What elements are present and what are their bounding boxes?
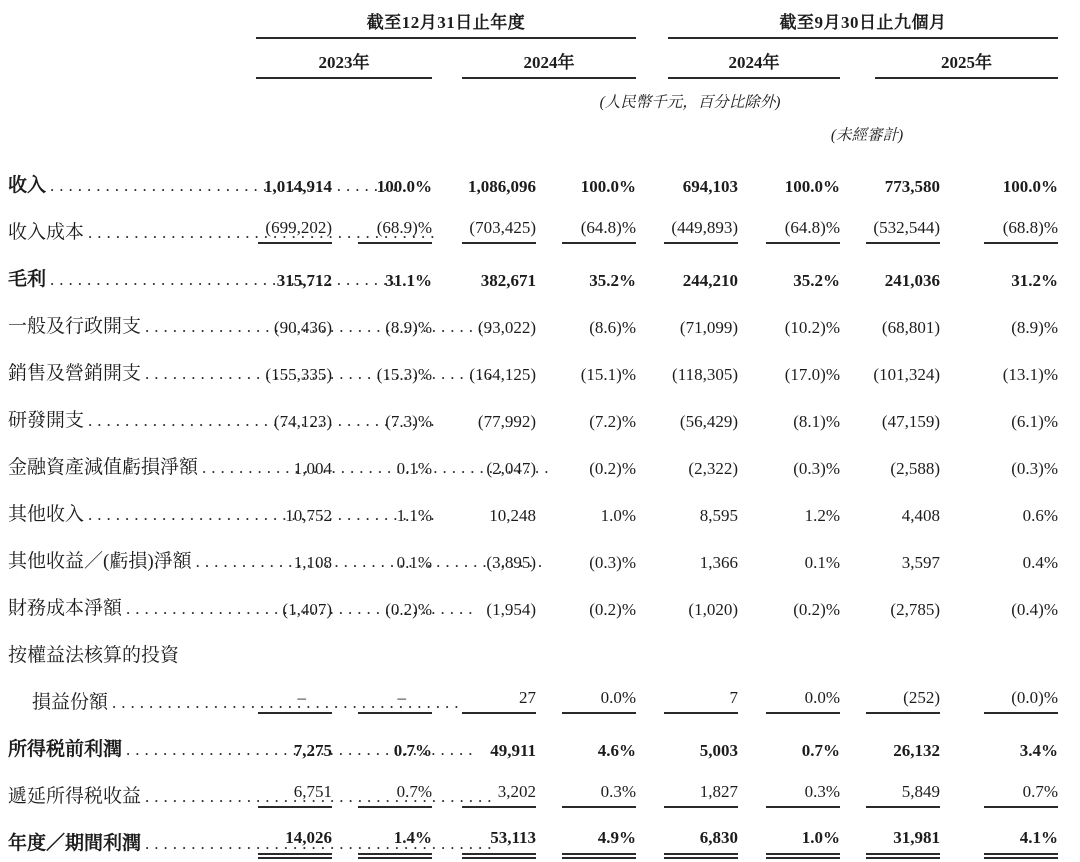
cell-value: 3,202 [462, 782, 536, 808]
cell [636, 580, 738, 627]
period-group-row [8, 8, 1058, 39]
period-group-9m [636, 8, 1058, 39]
cell [536, 815, 636, 862]
row-label-text: 所得税前利潤 [8, 739, 123, 760]
cell [840, 251, 940, 298]
cell-value: (0.2)% [589, 600, 636, 619]
cell-value: (47,159) [881, 412, 940, 431]
cell [536, 533, 636, 580]
row-label [8, 251, 226, 298]
cell [840, 815, 940, 862]
cell-value: (2,047) [486, 459, 536, 478]
cell [940, 145, 1058, 204]
row-label [8, 439, 226, 486]
cell [636, 204, 738, 251]
cell-value: 0.1% [396, 459, 432, 478]
table-row [8, 627, 1058, 674]
cell [738, 721, 840, 768]
cell-value: – [258, 688, 332, 714]
row-label-text: 銷售及營銷開支 [8, 363, 142, 384]
year-col-2025-9m [840, 39, 1058, 79]
cell-value: (118,305) [672, 365, 738, 384]
cell-value: 0.3% [562, 782, 636, 808]
cell [536, 580, 636, 627]
cell-value: 35.2% [793, 271, 840, 290]
row-label-text: 毛利 [8, 269, 47, 290]
cell-value: (0.3)% [793, 459, 840, 478]
cell [840, 204, 940, 251]
cell [738, 768, 840, 815]
cell-value: (90,436) [273, 318, 332, 337]
table-row [8, 815, 1058, 862]
currency-note [226, 79, 1058, 112]
cell [636, 533, 738, 580]
row-label-text: 收入 [8, 175, 47, 196]
cell-value: (6.1)% [1011, 412, 1058, 431]
cell-value: 7 [664, 688, 738, 714]
cell [738, 439, 840, 486]
cell-value: 4.1% [984, 828, 1058, 855]
row-label-text: 研發開支 [8, 410, 85, 431]
row-label-text: 其他收入 [8, 504, 85, 525]
cell [432, 251, 536, 298]
cell [636, 486, 738, 533]
cell-value: (703,425) [462, 218, 536, 244]
cell-value: 1.1% [396, 506, 432, 525]
cell-value: (64.8)% [766, 218, 840, 244]
table-row [8, 674, 1058, 721]
cell [536, 768, 636, 815]
cell-value: (15.1)% [580, 365, 636, 384]
cell [636, 145, 738, 204]
cell-value: (17.0)% [784, 365, 840, 384]
cell [840, 533, 940, 580]
cell [940, 392, 1058, 439]
dot-leader [50, 269, 402, 291]
year-header-row [8, 39, 1058, 79]
cell [536, 251, 636, 298]
cell-value: 1.0% [766, 828, 840, 855]
cell-value: 1,108 [293, 553, 332, 572]
cell-value: 26,132 [893, 741, 940, 760]
cell-value: (77,992) [477, 412, 536, 431]
cell [432, 145, 536, 204]
cell [940, 486, 1058, 533]
cell-value: 100.0% [1002, 177, 1058, 196]
table-row [8, 439, 1058, 486]
cell [840, 439, 940, 486]
cell-value: (3,895) [486, 553, 536, 572]
cell [940, 768, 1058, 815]
cell [738, 815, 840, 862]
cell [840, 768, 940, 815]
cell-value: 1.0% [600, 506, 636, 525]
table-row [8, 721, 1058, 768]
cell [738, 298, 840, 345]
cell-value: 0.0% [766, 688, 840, 714]
year-col-2023 [226, 39, 432, 79]
cell [940, 345, 1058, 392]
cell [432, 486, 536, 533]
cell-value: (8.9)% [1011, 318, 1058, 337]
cell-value: 31.1% [385, 271, 432, 290]
row-label-text: 年度／期間利潤 [8, 833, 142, 854]
row-label [8, 486, 226, 533]
cell [536, 298, 636, 345]
year-label-2024fy: 2024年 [462, 48, 636, 79]
cell [738, 251, 840, 298]
cell [636, 768, 738, 815]
cell [536, 345, 636, 392]
cell-value: (7.3)% [385, 412, 432, 431]
cell-value: 100.0% [580, 177, 636, 196]
cell [636, 298, 738, 345]
cell-value: (164,125) [469, 365, 536, 384]
cell [940, 204, 1058, 251]
cell-value: 241,036 [884, 271, 940, 290]
cell-value: 4.9% [562, 828, 636, 855]
row-label-text: 財務成本淨額 [8, 598, 123, 619]
cell [738, 674, 840, 721]
cell-value: (68.9)% [358, 218, 432, 244]
period-group-9m-title: 截至9月30日止九個月 [668, 8, 1058, 39]
label-column-spacer [8, 39, 226, 79]
cell-value: (8.9)% [385, 318, 432, 337]
cell-value: (15.3)% [376, 365, 432, 384]
cell [940, 251, 1058, 298]
cell-value: 10,248 [489, 506, 536, 525]
cell-value: 53,113 [462, 828, 536, 855]
table-body [8, 145, 1058, 862]
cell-value: 3.4% [1019, 741, 1058, 760]
table-row [8, 145, 1058, 204]
cell-value: (56,429) [679, 412, 738, 431]
cell-value: (101,324) [873, 365, 940, 384]
cell-value: 773,580 [884, 177, 940, 196]
cell-value: (0.0)% [984, 688, 1058, 714]
row-label [8, 815, 226, 862]
table-row [8, 298, 1058, 345]
period-group-fy [226, 8, 636, 39]
cell-value: 694,103 [682, 177, 738, 196]
cell-value: (0.4)% [1011, 600, 1058, 619]
table-row [8, 392, 1058, 439]
row-label [8, 392, 226, 439]
cell-value: (2,785) [890, 600, 940, 619]
cell-value: 0.1% [804, 553, 840, 572]
row-label [8, 674, 226, 721]
cell-value: 7,275 [293, 741, 332, 760]
cell [738, 533, 840, 580]
cell [536, 721, 636, 768]
cell-value: 382,671 [480, 271, 536, 290]
cell [536, 674, 636, 721]
row-label [8, 768, 226, 815]
cell-value: (7.2)% [589, 412, 636, 431]
cell-value: 0.7% [984, 782, 1058, 808]
row-label-text: 損益份額 [32, 692, 109, 713]
income-statement-table [8, 8, 1058, 862]
cell [636, 392, 738, 439]
row-label [8, 298, 226, 345]
row-label [8, 145, 226, 204]
row-label [8, 627, 226, 674]
cell-value: 244,210 [682, 271, 738, 290]
cell-value: (0.3)% [1011, 459, 1058, 478]
table-row [8, 204, 1058, 251]
cell [738, 486, 840, 533]
cell-value: (0.2)% [793, 600, 840, 619]
label-column-spacer [8, 8, 226, 39]
cell [536, 486, 636, 533]
cell-value: 1,004 [293, 459, 332, 478]
cell-value: (71,099) [679, 318, 738, 337]
unaudited-note-text: (未經審計) [830, 127, 904, 144]
cell-value: 0.7% [393, 741, 432, 760]
currency-note-text: (人民幣千元，百分比除外) [599, 94, 781, 111]
cell [840, 392, 940, 439]
cell-value: – [358, 688, 432, 714]
cell [432, 392, 536, 439]
cell [636, 674, 738, 721]
table-row [8, 345, 1058, 392]
cell-value: (68,801) [881, 318, 940, 337]
cell [432, 204, 536, 251]
cell-value: (68.8)% [984, 218, 1058, 244]
cell [840, 486, 940, 533]
cell-value: (1,954) [486, 600, 536, 619]
cell-value: 0.7% [358, 782, 432, 808]
cell-value: (0.2)% [589, 459, 636, 478]
unaudited-note [636, 112, 1058, 145]
cell [738, 345, 840, 392]
cell-value: (10.2)% [784, 318, 840, 337]
cell [536, 392, 636, 439]
cell [940, 674, 1058, 721]
cell-value: 49,911 [490, 741, 536, 760]
cell-value: (1,020) [688, 600, 738, 619]
cell [940, 580, 1058, 627]
cell [636, 345, 738, 392]
cell-value: 31.2% [1011, 271, 1058, 290]
cell-value: (1,407) [282, 600, 332, 619]
cell-value: (13.1)% [1002, 365, 1058, 384]
cell [940, 439, 1058, 486]
cell-value: 8,595 [699, 506, 738, 525]
dot-leader [50, 175, 402, 197]
period-group-fy-title: 截至12月31日止年度 [256, 8, 636, 39]
table-row [8, 580, 1058, 627]
cell-value: 4,408 [901, 506, 940, 525]
cell-value: 0.3% [766, 782, 840, 808]
cell-value: 6,830 [664, 828, 738, 855]
row-label-text: 其他收益／(虧損)淨額 [8, 551, 192, 572]
cell [536, 204, 636, 251]
cell [840, 721, 940, 768]
cell-value: 5,849 [866, 782, 940, 808]
year-label-2024-9m: 2024年 [668, 48, 840, 79]
cell-value: 1,086,096 [468, 177, 536, 196]
cell [738, 145, 840, 204]
year-label-2025-9m: 2025年 [875, 48, 1058, 79]
cell-value: (74,123) [273, 412, 332, 431]
cell-value: 1.4% [358, 828, 432, 855]
cell-value: (699,202) [258, 218, 332, 244]
cell-value: (8.1)% [793, 412, 840, 431]
cell-value: 5,003 [699, 741, 738, 760]
cell [738, 580, 840, 627]
cell [636, 439, 738, 486]
cell-value: (0.2)% [385, 600, 432, 619]
cell [840, 298, 940, 345]
label-column-spacer [8, 79, 226, 112]
row-label-text: 收入成本 [8, 222, 85, 243]
cell [636, 251, 738, 298]
cell [738, 204, 840, 251]
cell-value: (2,588) [890, 459, 940, 478]
year-label-2023: 2023年 [256, 48, 432, 79]
cell [940, 298, 1058, 345]
note-spacer [8, 112, 636, 145]
cell-value: 0.7% [801, 741, 840, 760]
cell-value: 35.2% [589, 271, 636, 290]
cell-value: 1,014,914 [264, 177, 332, 196]
cell-value: 0.4% [1022, 553, 1058, 572]
cell [840, 580, 940, 627]
cell-value: 6,751 [258, 782, 332, 808]
cell [840, 674, 940, 721]
year-col-2024fy [432, 39, 636, 79]
cell-value: 1,827 [664, 782, 738, 808]
row-label [8, 533, 226, 580]
cell [636, 721, 738, 768]
cell-value: (2,322) [688, 459, 738, 478]
cell [940, 533, 1058, 580]
table-row [8, 486, 1058, 533]
cell-value: 1.2% [804, 506, 840, 525]
row-label-text: 遞延所得税收益 [8, 786, 142, 807]
empty-cell [226, 627, 1058, 674]
cell [738, 392, 840, 439]
cell [840, 345, 940, 392]
cell [940, 721, 1058, 768]
cell [636, 815, 738, 862]
year-col-2024-9m [636, 39, 840, 79]
cell-value: 3,597 [901, 553, 940, 572]
row-label-text: 按權益法核算的投資 [8, 645, 180, 666]
cell-value: (449,893) [664, 218, 738, 244]
table-row [8, 533, 1058, 580]
cell-value: (93,022) [477, 318, 536, 337]
row-label-text: 金融資產減值虧損淨額 [8, 457, 199, 478]
cell-value: 100.0% [376, 177, 432, 196]
cell-value: (532,544) [866, 218, 940, 244]
cell-value: (64.8)% [562, 218, 636, 244]
table-row [8, 768, 1058, 815]
cell-value: 10,752 [285, 506, 332, 525]
currency-note-row [8, 79, 1058, 112]
unaudited-note-row [8, 112, 1058, 145]
cell-value: 31,981 [866, 828, 940, 855]
table-row [8, 251, 1058, 298]
cell-value: 27 [462, 688, 536, 714]
cell [940, 815, 1058, 862]
cell-value: 14,026 [258, 828, 332, 855]
cell-value: 100.0% [784, 177, 840, 196]
cell-value: 315,712 [276, 271, 332, 290]
cell-value: 0.6% [1022, 506, 1058, 525]
row-label [8, 580, 226, 627]
cell-value: 0.0% [562, 688, 636, 714]
cell-value: 0.1% [396, 553, 432, 572]
table-header [8, 8, 1058, 145]
cell [840, 145, 940, 204]
cell-value: 1,366 [699, 553, 738, 572]
cell [536, 145, 636, 204]
row-label-text: 一般及行政開支 [8, 316, 142, 337]
row-label [8, 204, 226, 251]
cell-value: (252) [866, 688, 940, 714]
cell-value: (0.3)% [589, 553, 636, 572]
cell-value: (155,335) [265, 365, 332, 384]
cell-value: (8.6)% [589, 318, 636, 337]
cell-value: 4.6% [597, 741, 636, 760]
row-label [8, 721, 226, 768]
row-label [8, 345, 226, 392]
